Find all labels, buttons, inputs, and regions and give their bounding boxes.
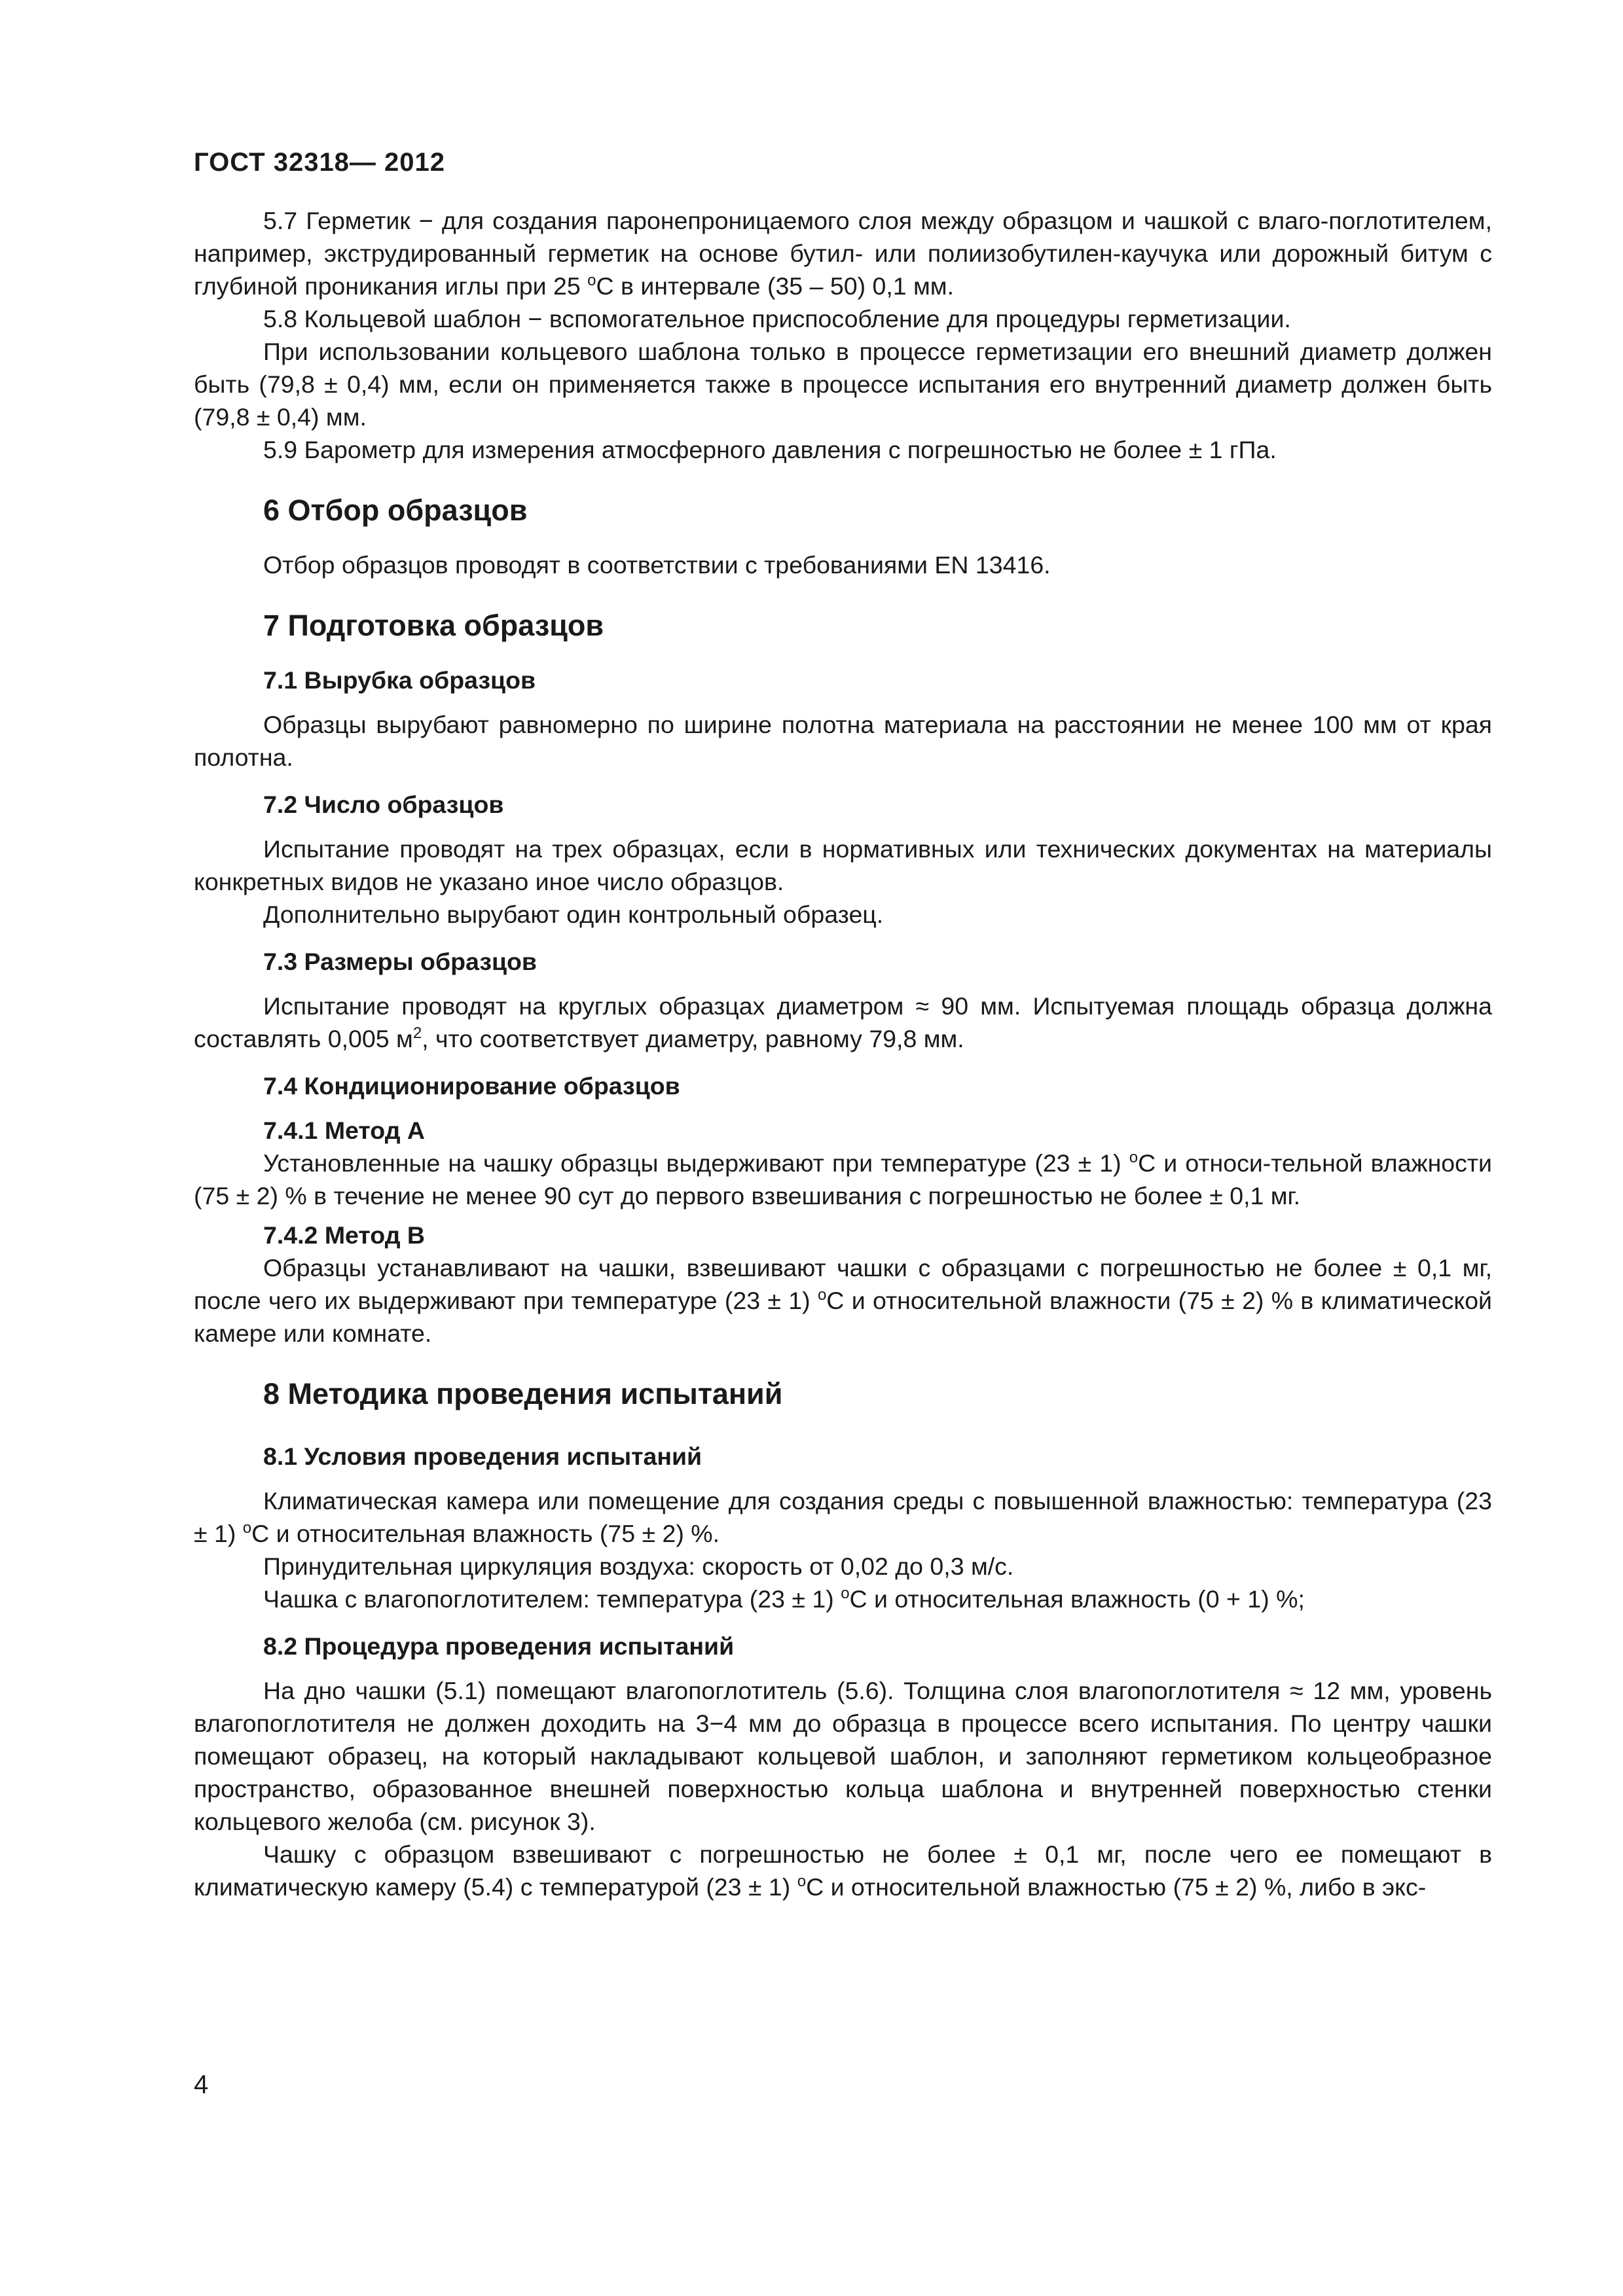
- paragraph-5-9: 5.9 Барометр для измерения атмосферного давления с погрешностью не более ± 1 гПа.: [263, 436, 1277, 463]
- section-7-4-1-heading: 7.4.1 Метод А: [263, 1117, 426, 1144]
- section-7-4-heading: 7.4 Кондиционирование образцов: [263, 1072, 680, 1100]
- section-6-heading: 6 Отбор образцов: [263, 493, 528, 527]
- paragraph-5-8-detail: При использовании кольцевого шаблона только в процессе герметизации его внешний диаметр должен быть (79,8 ± 0,4) мм, если он применяется также в процессе испытания его внутренний диаметр должен быть (79,8 ± 0,4) мм.: [194, 338, 1492, 431]
- paragraph-7-4-1: Установленные на чашку образцы выдерживают при температуре (23 ± 1) $^о$С и относи-тельной влажности (75 ± 2) % в течение не менее 90 сут до первого взвешивания с погрешностью не более ± 0,1 мг.: [194, 1149, 1493, 1210]
- paragraph-6: Отбор образцов проводят в соответствии с требованиями EN 13416.: [263, 551, 1051, 579]
- document-header: ГОСТ 32318— 2012: [194, 148, 446, 177]
- paragraph-7-2-extra: Дополнительно вырубают один контрольный образец.: [263, 901, 884, 928]
- paragraph-7-2: Испытание проводят на трех образцах, если в нормативных или технических документах на материалы конкретных видов не указано иное число образцов.: [194, 835, 1492, 895]
- paragraph-7-1: Образцы вырубают равномерно по ширине полотна материала на расстоянии не менее 100 мм от края полотна.: [194, 711, 1492, 771]
- section-7-3-heading: 7.3 Размеры образцов: [263, 948, 537, 975]
- section-7-1-heading: 7.1 Вырубка образцов: [263, 666, 536, 694]
- section-7-4-2-heading: 7.4.2 Метод В: [263, 1221, 426, 1249]
- paragraph-7-3: Испытание проводят на круглых образцах диаметром ≈ 90 мм. Испытуемая площадь образца должна составлять 0,005 $м^2$, что соответствует диаметру, равному 79,8 мм.: [194, 992, 1492, 1052]
- section-7-2-heading: 7.2 Число образцов: [263, 791, 504, 818]
- section-8-1-heading: 8.1 Условия проведения испытаний: [263, 1443, 702, 1470]
- section-8-2-heading: 8.2 Процедура проведения испытаний: [263, 1632, 735, 1660]
- paragraph-8-2-weighing: Чашку с образцом взвешивают с погрешностью не более ± 0,1 мг, после чего ее помещают в климатическую камеру (5.4) с температурой (23 ± 1) $^о$С и относительной влажностью (75 ± 2) %, либо в экс-: [194, 1840, 1492, 1901]
- paragraph-8-2-procedure: На дно чашки (5.1) помещают влагопоглотитель (5.6). Толщина слоя влагопоглотителя ≈ 12 мм, уровень влагопоглотителя не должен доходить на 3−4 мм до образца в процессе всего испытания. По центру чашки помещают образец, на который накладывают кольцевой шаблон, и заполняют герметиком кольцеобразное пространство, образованное внешней поверхностью кольца шаблона и внутренней поверхностью стенки кольцевого желоба (см. рисунок 3).: [194, 1677, 1492, 1835]
- paragraph-8-1-cup: Чашка с влагопоглотителем: температура (23 ± 1) $^о$С и относительная влажность (0 + 1) %;: [263, 1585, 1305, 1613]
- paragraph-7-4-2: Образцы устанавливают на чашки, взвешивают чашки с образцами с погрешностью не более ± 0,1 мг, после чего их выдерживают при температуре (23 ± 1) $^о$С и относительной влажности (75 ± 2) % в климатической камере или комнате.: [194, 1254, 1492, 1347]
- paragraph-8-1-airflow: Принудительная циркуляция воздуха: скорость от 0,02 до 0,3 м/с.: [263, 1552, 1014, 1580]
- paragraph-5-7: 5.7 Герметик − для создания паронепроницаемого слоя между образцом и чашкой с влаго-поглотителем, например, экструдированный герметик на основе бутил- или полиизобутилен-каучука или дорожный битум с глубиной проникания иглы при 25 $^о$С в интервале (35 – 50) 0,1 мм.: [194, 207, 1492, 300]
- section-8-heading: 8 Методика проведения испытаний: [263, 1377, 783, 1410]
- paragraph-5-8: 5.8 Кольцевой шаблон − вспомогательное приспособление для процедуры герметизации.: [263, 305, 1291, 332]
- paragraph-8-1-climate: Климатическая камера или помещение для создания среды с повышенной влажностью: температура (23 ± 1) $^о$С и относительная влажность (75 ± 2) %.: [194, 1487, 1492, 1547]
- section-7-heading: 7 Подготовка образцов: [263, 609, 604, 642]
- page-number: 4: [194, 2070, 209, 2099]
